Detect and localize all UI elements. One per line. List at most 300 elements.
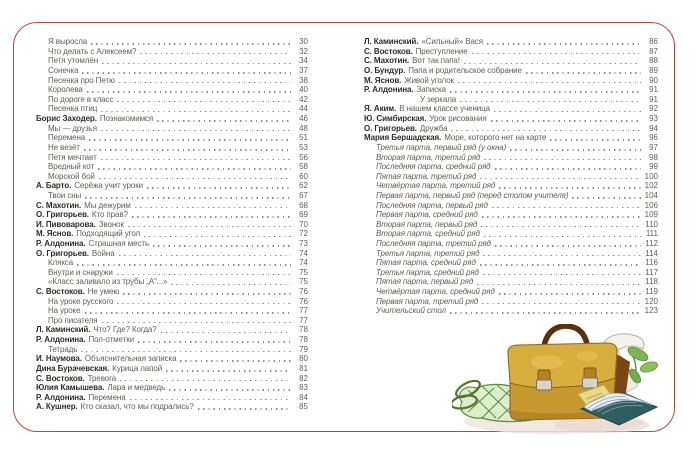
toc-row — [364, 162, 658, 172]
dot-leader — [87, 91, 291, 93]
toc-page: 76 — [299, 296, 308, 306]
toc-title: На уроке русского — [48, 296, 114, 306]
toc-title: Преступление — [415, 46, 468, 56]
toc-page: 120 — [644, 296, 658, 306]
toc-page: 104 — [644, 190, 658, 200]
toc-row — [36, 191, 308, 201]
dot-leader — [161, 332, 291, 334]
toc-page: 38 — [299, 75, 308, 85]
dot-leader — [450, 91, 641, 93]
toc-title: Вот так папа! — [412, 56, 460, 66]
toc-row — [36, 85, 308, 95]
dot-leader — [472, 53, 641, 55]
dot-leader — [483, 274, 641, 276]
toc-row — [36, 172, 308, 182]
toc-entry — [36, 201, 131, 210]
dot-leader — [91, 43, 291, 45]
dot-leader — [180, 360, 291, 362]
toc-entry — [48, 258, 73, 267]
toc-entry — [376, 229, 480, 238]
toc-author: Юлия Камышева. — [36, 383, 105, 393]
toc-title: Первая парта, средний ряд — [376, 210, 478, 220]
dot-leader — [84, 149, 291, 151]
toc-page: 75 — [299, 277, 308, 287]
toc-entry — [376, 249, 479, 258]
toc-entry — [48, 306, 81, 315]
dot-leader — [166, 370, 291, 372]
toc-author: Борис Заходер. — [36, 114, 97, 124]
toc-entry — [36, 402, 194, 411]
dot-leader — [123, 293, 291, 295]
dot-leader — [495, 245, 641, 247]
dot-leader — [101, 130, 291, 132]
toc-page: 110 — [645, 219, 658, 229]
toc-title: Урок рисования — [429, 114, 487, 124]
toc-author: Р. Алдонина. — [36, 335, 86, 345]
toc-row — [36, 104, 308, 114]
dot-leader — [572, 197, 641, 199]
toc-entry — [376, 277, 473, 286]
toc-title: Петя утомлён — [48, 56, 99, 66]
toc-page: 75 — [299, 267, 308, 277]
toc-entry — [364, 37, 483, 46]
toc-page: 70 — [299, 219, 308, 229]
toc-row — [364, 172, 658, 182]
toc-title: Объяснительная записка — [84, 354, 177, 364]
dot-leader — [102, 63, 291, 65]
toc-author: Л. Каминский. — [364, 37, 419, 47]
toc-title: Что делать с Алексеем? — [48, 46, 137, 56]
toc-title: Морской бой — [48, 171, 95, 181]
toc-row — [36, 364, 308, 374]
toc-row — [36, 123, 308, 133]
dot-leader — [499, 293, 641, 295]
dot-leader — [495, 168, 642, 170]
toc-entry — [48, 56, 98, 65]
toc-page: 85 — [299, 402, 308, 412]
dot-leader — [98, 168, 291, 170]
toc-author: А. Кушнер. — [36, 402, 78, 412]
toc-row — [36, 373, 308, 383]
dot-leader — [130, 399, 291, 401]
dot-leader — [132, 216, 291, 218]
toc-title: Тревога — [87, 373, 117, 383]
toc-title: Песенка про Петю — [48, 75, 115, 85]
toc-page: 81 — [299, 363, 308, 373]
toc-page: 76 — [299, 287, 308, 297]
dot-leader — [464, 63, 641, 65]
toc-row — [364, 66, 658, 76]
toc-page: 98 — [649, 152, 658, 162]
toc-title: По дороге в класс — [48, 94, 114, 104]
toc-entry — [376, 306, 446, 315]
toc-row — [364, 306, 658, 316]
toc-title: Четвёртая парта, средний ряд — [376, 287, 495, 297]
toc-entry — [376, 268, 479, 277]
toc-title: Тетрадь — [48, 344, 78, 354]
toc-title: Война — [91, 248, 115, 258]
toc-author: И. Наумова. — [36, 354, 82, 364]
toc-row — [364, 229, 658, 239]
dot-leader — [102, 322, 291, 324]
toc-title: Вторая парта, средний ряд — [376, 229, 480, 239]
toc-row — [36, 325, 308, 335]
toc-title: Кто прав? — [91, 210, 128, 220]
dot-leader — [135, 207, 291, 209]
toc-entry — [48, 297, 113, 306]
toc-title: Живой уголок — [404, 75, 454, 85]
toc-entry — [364, 133, 546, 142]
toc-row — [364, 143, 658, 153]
toc-row — [36, 296, 308, 306]
toc-entry — [48, 95, 113, 104]
toc-page: 112 — [645, 239, 658, 248]
toc-title: Серёжа учит уроки — [74, 181, 143, 191]
toc-page: 80 — [299, 354, 308, 364]
toc-row — [36, 229, 308, 239]
toc-title: Море, которого нет на карте — [444, 133, 547, 143]
toc-author: С. Востоков. — [36, 373, 85, 383]
dot-leader — [484, 236, 641, 238]
dot-leader — [477, 284, 641, 286]
toc-entry — [48, 191, 81, 200]
toc-entry — [364, 104, 490, 113]
toc-row — [364, 133, 658, 143]
toc-author: Р. Алдонина. — [36, 392, 86, 402]
toc-title: Не везёт — [48, 142, 80, 152]
toc-entry — [48, 316, 98, 325]
toc-entry — [48, 345, 77, 354]
toc-author: Дина Бурачевская. — [36, 363, 110, 373]
dot-leader — [526, 72, 641, 74]
toc-page: 48 — [299, 123, 308, 133]
toc-row — [36, 277, 308, 287]
toc-row — [36, 200, 308, 210]
dot-leader — [85, 312, 292, 314]
dot-leader — [451, 130, 641, 132]
toc-title: Записка — [416, 85, 446, 95]
toc-entry — [376, 210, 478, 219]
dot-leader — [171, 284, 291, 286]
toc-entry — [36, 354, 176, 363]
dot-leader — [153, 245, 291, 247]
dot-leader — [81, 351, 291, 353]
toc-row — [364, 123, 658, 133]
toc-title: Подходящий угол — [76, 229, 141, 239]
toc-title: Твои сны — [48, 190, 82, 200]
dot-leader — [450, 312, 641, 314]
toc-row — [36, 220, 308, 230]
toc-page: 94 — [649, 123, 658, 133]
toc-page: 56 — [299, 152, 308, 162]
toc-row — [36, 287, 308, 297]
toc-title: Пятая парта, третий ряд — [376, 171, 477, 181]
toc-title: Первая парта, первый ряд (перед столом учителя) — [376, 190, 569, 200]
dot-leader — [157, 120, 291, 122]
dot-leader — [119, 82, 291, 84]
toc-row — [364, 268, 658, 278]
toc-row — [364, 296, 658, 306]
toc-row — [36, 95, 308, 105]
toc-entry — [376, 143, 506, 152]
toc-row — [36, 268, 308, 278]
toc-entry — [364, 66, 522, 75]
toc-page: 34 — [299, 56, 308, 66]
toc-row — [36, 37, 308, 47]
toc-entry — [364, 56, 460, 65]
toc-entry — [36, 393, 126, 402]
toc-entry — [36, 364, 162, 373]
toc-entry — [364, 85, 446, 94]
dot-leader — [481, 226, 641, 228]
toc-row — [36, 162, 308, 172]
toc-title: Кто сказал, что мы подрались? — [80, 402, 194, 412]
toc-page: 96 — [649, 133, 658, 143]
toc-entry — [48, 133, 85, 142]
dot-leader — [480, 178, 641, 180]
toc-page: 91 — [649, 94, 658, 104]
toc-entry — [376, 201, 488, 210]
toc-page: 37 — [299, 66, 308, 76]
toc-entry — [48, 277, 167, 286]
toc-title: Последняя парта, третий ряд — [376, 239, 492, 248]
toc-title: Мы — друзья — [48, 123, 97, 133]
toc-entry — [364, 124, 447, 133]
toc-page: 89 — [649, 66, 658, 76]
toc-row — [364, 220, 658, 230]
toc-entry — [376, 287, 495, 296]
dot-leader — [482, 216, 641, 218]
toc-entry — [36, 229, 140, 238]
toc-title: Лара и медведь — [107, 383, 166, 393]
toc-title: Перемена — [48, 133, 86, 143]
toc-title: Что? Где? Когда? — [93, 325, 157, 335]
toc-row — [364, 210, 658, 220]
toc-page: 68 — [299, 200, 308, 210]
toc-entry — [36, 335, 134, 344]
toc-row — [36, 75, 308, 85]
toc-title: Папа и родительское собрание — [408, 66, 522, 76]
toc-author: Мария Бершадская. — [364, 133, 442, 143]
dot-leader — [499, 187, 641, 189]
toc-row — [364, 85, 658, 95]
toc-author: О. Григорьев. — [364, 123, 417, 133]
dot-leader — [82, 72, 291, 74]
toc-title: Последняя парта, средний ряд — [376, 162, 491, 172]
toc-title: Курица лапой — [112, 363, 163, 373]
toc-title: Мы дежурим — [84, 200, 131, 210]
toc-entry — [364, 114, 487, 123]
toc-row — [364, 200, 658, 210]
toc-column-left — [36, 37, 308, 412]
toc-row — [364, 47, 658, 57]
toc-page: 99 — [649, 162, 658, 172]
toc-title: У зеркала — [420, 94, 457, 104]
toc-title: Клякса — [48, 258, 74, 268]
toc-title: Третья парта, третий ряд — [376, 248, 480, 258]
toc-page: 109 — [644, 210, 658, 220]
dot-leader — [491, 120, 641, 122]
toc-row — [36, 345, 308, 355]
toc-author: М. Яснов. — [36, 229, 74, 239]
toc-page: 87 — [649, 46, 658, 56]
toc-page: 62 — [299, 181, 308, 191]
toc-author: Ю. Симбирская. — [364, 114, 427, 124]
toc-author: Л. Каминский. — [36, 325, 91, 335]
toc-entry — [36, 114, 153, 123]
toc-entry — [36, 325, 157, 334]
dot-leader — [460, 101, 641, 103]
toc-page: 92 — [649, 104, 658, 114]
toc-entry — [36, 249, 115, 258]
toc-entry — [36, 220, 124, 229]
toc-page: 79 — [299, 344, 308, 354]
toc-entry — [48, 76, 115, 85]
toc-entry — [48, 47, 136, 56]
toc-page: 88 — [649, 56, 658, 66]
toc-row — [364, 277, 658, 287]
dot-leader — [484, 159, 641, 161]
satchel-illustration — [452, 324, 664, 440]
toc-page: 77 — [299, 306, 308, 316]
toc-entry — [376, 181, 495, 190]
toc-page: 53 — [299, 142, 308, 152]
toc-row — [36, 316, 308, 326]
toc-row — [364, 56, 658, 66]
dot-leader — [128, 226, 291, 228]
dot-leader — [101, 111, 291, 113]
toc-row — [364, 114, 658, 124]
dot-leader — [77, 264, 291, 266]
toc-author: Р. Алдонина. — [364, 85, 414, 95]
dot-leader — [198, 408, 291, 410]
toc-title: Третья парта, первый ряд (у окна) — [376, 142, 507, 152]
toc-title: Звонок — [98, 219, 124, 229]
toc-row — [36, 181, 308, 191]
toc-entry — [376, 172, 476, 181]
toc-entry — [376, 239, 491, 248]
toc-page: 118 — [645, 277, 658, 287]
toc-page: 60 — [299, 171, 308, 181]
toc-title: Дружба — [419, 123, 448, 133]
toc-row — [36, 133, 308, 143]
toc-title: Пятая парта, средний ряд — [376, 258, 476, 268]
toc-entry — [36, 374, 116, 383]
toc-column-right — [364, 37, 658, 316]
toc-row — [36, 383, 308, 393]
toc-title: Песенка птиц — [48, 104, 98, 114]
toc-entry — [48, 66, 78, 75]
dot-leader — [492, 207, 641, 209]
toc-page: 86 — [649, 37, 658, 47]
toc-row — [36, 335, 308, 345]
toc-page: 114 — [645, 248, 658, 258]
toc-entry — [36, 287, 119, 296]
toc-row — [36, 114, 308, 124]
toc-page: 67 — [299, 190, 308, 200]
toc-entry — [376, 153, 480, 162]
toc-page: 93 — [649, 114, 658, 124]
toc-title: Сонечка — [48, 66, 79, 76]
toc-entry — [36, 239, 149, 248]
toc-entry — [36, 383, 165, 392]
toc-entry — [420, 95, 456, 104]
dot-leader — [458, 82, 641, 84]
dot-leader — [144, 236, 291, 238]
toc-author: А. Барто. — [36, 181, 72, 191]
toc-title: «Класс заливало из трубы „А“...» — [48, 277, 168, 287]
toc-author: С. Махотин. — [36, 200, 82, 210]
toc-title: «Сильный» Вася — [421, 37, 483, 47]
dot-leader — [487, 43, 641, 45]
toc-row — [364, 37, 658, 47]
toc-row — [36, 47, 308, 57]
dot-leader — [480, 264, 641, 266]
toc-entry — [48, 153, 97, 162]
toc-row — [364, 258, 658, 268]
toc-row — [36, 402, 308, 412]
toc-author: И. Пивоварова. — [36, 219, 96, 229]
toc-title: Третья парта, средний ряд — [376, 267, 479, 277]
toc-author: С. Востоков. — [364, 46, 413, 56]
toc-page: 78 — [299, 325, 308, 335]
dot-leader — [89, 139, 291, 141]
dot-leader — [85, 197, 291, 199]
toc-title: Последняя парта, первый ряд — [376, 200, 488, 210]
toc-author: М. Яснов. — [364, 75, 402, 85]
toc-row — [36, 56, 308, 66]
toc-page: 74 — [299, 258, 308, 268]
toc-page: 74 — [299, 248, 308, 258]
dot-leader — [117, 303, 291, 305]
toc-row — [364, 191, 658, 201]
toc-row — [364, 152, 658, 162]
toc-page: 69 — [299, 210, 308, 220]
dot-leader — [99, 178, 291, 180]
toc-page: 73 — [299, 239, 308, 248]
toc-page: 51 — [299, 133, 308, 143]
toc-row — [364, 75, 658, 85]
dot-leader — [510, 149, 641, 151]
toc-title: Я выросла — [48, 37, 88, 47]
toc-row — [36, 66, 308, 76]
toc-row — [36, 152, 308, 162]
toc-author: С. Махотин. — [364, 56, 410, 66]
toc-entry — [48, 124, 97, 133]
toc-page: 72 — [299, 229, 308, 239]
toc-author: Я. Аким. — [364, 104, 397, 114]
toc-title: Четвёртая парта, третий ряд — [376, 181, 496, 191]
dot-leader — [482, 303, 641, 305]
toc-title: Петя мечтает — [48, 152, 97, 162]
dot-leader — [117, 101, 291, 103]
toc-title: Вредный кот — [48, 162, 95, 172]
toc-author: Р. Алдонина. — [36, 239, 86, 248]
toc-title: Первая парта, третий ряд — [376, 296, 479, 306]
toc-title: На уроке — [48, 306, 81, 316]
toc-author: О. Григорьев. — [36, 248, 89, 258]
toc-title: Не умею — [87, 287, 120, 297]
toc-entry — [364, 76, 454, 85]
toc-entry — [48, 37, 87, 46]
dot-leader — [101, 159, 291, 161]
dot-leader — [147, 187, 291, 189]
toc-page: 84 — [299, 392, 308, 402]
toc-page: 58 — [299, 162, 308, 172]
dot-leader — [483, 255, 641, 257]
toc-entry — [376, 191, 568, 200]
toc-row — [36, 393, 308, 403]
